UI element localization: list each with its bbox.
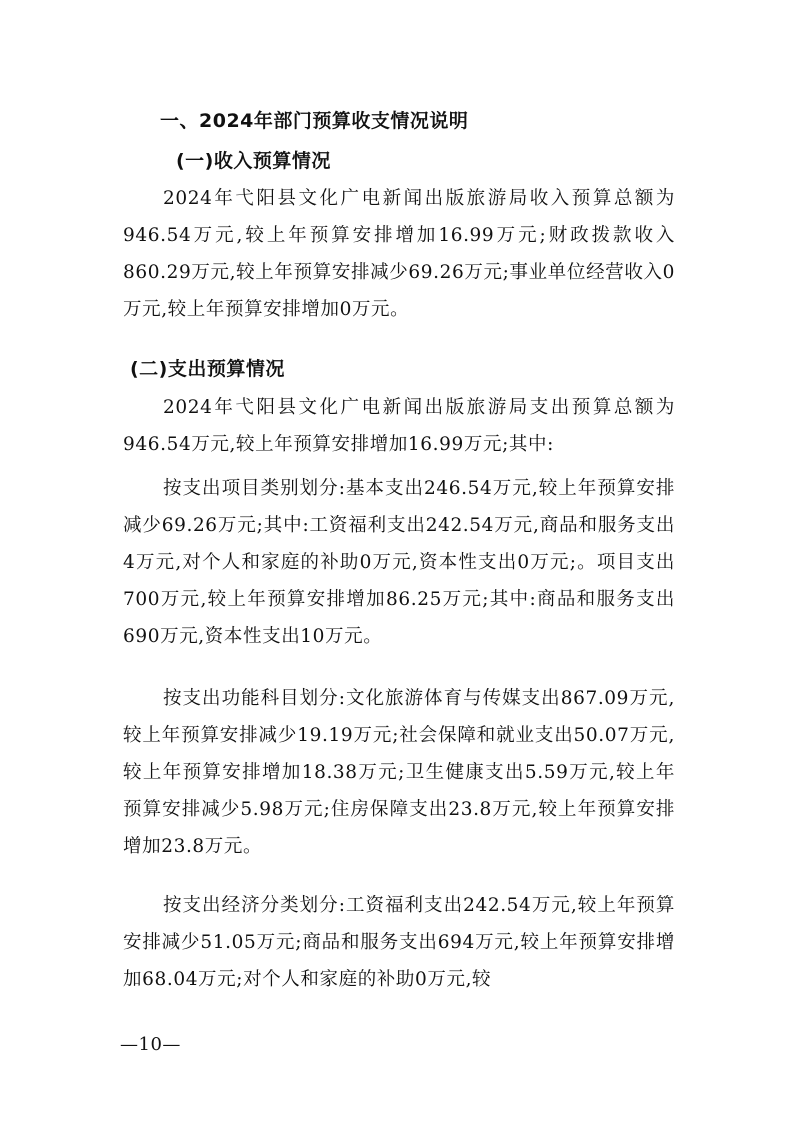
expense-subheading: (二)支出预算情况: [130, 358, 285, 380]
page-number: —10—: [120, 1034, 181, 1055]
expense-intro-paragraph: 2024年弋阳县文化广电新闻出版旅游局支出预算总额为946.54万元,较上年预算安排增加16.99万元;其中:: [123, 397, 675, 455]
expense-by-project-paragraph: 按支出项目类别划分:基本支出246.54万元,较上年预算安排减少69.26万元;其中:工资福利支出242.54万元,商品和服务支出4万元,对个人和家庭的补助0万元,资本性支出0万元;。项目支出700万元,较上年预算安排增加86.25万元;其中:商品和服务支出690万元,资本性支出10万元。: [123, 478, 675, 647]
expense-by-economic-paragraph: 按支出经济分类划分:工资福利支出242.54万元,较上年预算安排减少51.05万元;商品和服务支出694万元,较上年预算安排增加68.04万元;对个人和家庭的补助0万元,较: [123, 895, 675, 990]
section-heading: 一、2024年部门预算收支情况说明: [160, 110, 469, 132]
income-subheading: (一)收入预算情况: [176, 150, 331, 172]
expense-by-function-paragraph: 按支出功能科目划分:文化旅游体育与传媒支出867.09万元,较上年预算安排减少19.19万元;社会保障和就业支出50.07万元,较上年预算安排增加18.38万元;卫生健康支出5.59万元,较上年预算安排减少5.98万元;住房保障支出23.8万元,较上年预算安排增加23.8万元。: [123, 688, 675, 857]
income-paragraph: 2024年弋阳县文化广电新闻出版旅游局收入预算总额为946.54万元,较上年预算安排增加16.99万元;财政拨款收入860.29万元,较上年预算安排减少69.26万元;事业单位经营收入0万元,较上年预算安排增加0万元。: [123, 188, 675, 320]
